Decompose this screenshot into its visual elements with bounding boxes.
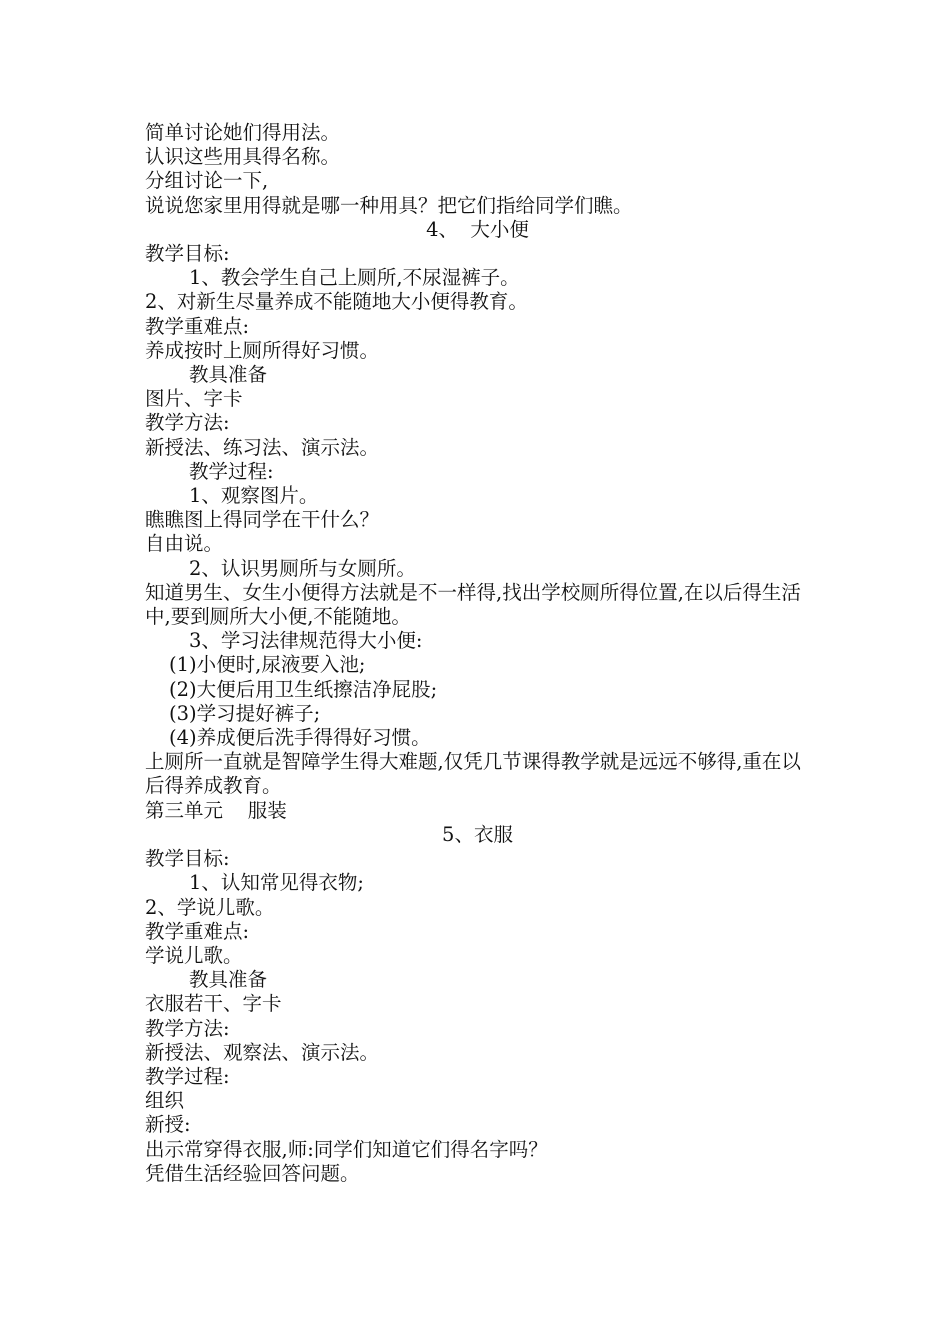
text-line: 养成按时上厕所得好习惯。 xyxy=(145,338,380,362)
text-line: 认识这些用具得名称。 xyxy=(145,145,341,169)
text-line: 凭借生活经验回答问题。 xyxy=(145,1161,360,1185)
text-line: 组织 xyxy=(145,1089,185,1113)
text-line: 教学方法: xyxy=(145,1016,230,1040)
text-line: 教学重难点: xyxy=(145,919,250,943)
text-line: 学说儿歌。 xyxy=(145,943,243,967)
text-line: 教学过程: xyxy=(145,1064,230,1088)
text-line: (3)学习提好裤子; xyxy=(169,701,321,725)
text-line: 分组讨论一下, xyxy=(145,169,269,193)
text-line: 知道男生、女生小便得方法就是不一样得,找出学校厕所得位置,在以后得生活中,要到厕所大小便,不能随地。 xyxy=(145,580,801,629)
text-line: 简单讨论她们得用法。 xyxy=(145,121,341,144)
text-line: 瞧瞧图上得同学在干什么？ xyxy=(145,508,380,532)
section-heading: 5、衣服 xyxy=(442,822,513,846)
text-line: (2)大便后用卫生纸擦洁净屁股; xyxy=(169,677,438,701)
text-line: 2、对新生尽量养成不能随地大小便得教育。 xyxy=(145,290,528,314)
text-line: 2、学说儿歌。 xyxy=(145,895,275,919)
text-line: 新授法、观察法、演示法。 xyxy=(145,1040,380,1064)
document-body xyxy=(145,121,810,1186)
text-line: 教具准备 xyxy=(189,363,268,387)
text-line: 教具准备 xyxy=(189,968,268,992)
text-line: 第三单元 服装 xyxy=(145,798,287,822)
text-line: 上厕所一直就是智障学生得大难题,仅凭几节课得教学就是远远不够得,重在以后得养成教育。 xyxy=(145,750,801,798)
text-line: 3、学习法律规范得大小便: xyxy=(189,629,423,653)
text-line: 新授法、练习法、演示法。 xyxy=(145,435,380,459)
text-line: 教学过程: xyxy=(189,459,274,483)
text-line: 教学重难点: xyxy=(145,314,250,338)
text-line: 1、教会学生自己上厕所,不尿湿裤子。 xyxy=(189,266,520,290)
text-line: 2、认识男厕所与女厕所。 xyxy=(189,556,416,580)
text-line: 衣服若干、字卡 xyxy=(145,992,282,1016)
text-line: 新授: xyxy=(145,1113,191,1137)
text-line: 出示常穿得衣服,师:同学们知道它们得名字吗？ xyxy=(145,1137,548,1161)
text-line: 自由说。 xyxy=(145,532,224,556)
text-line: 教学目标: xyxy=(145,847,230,871)
text-line: 说说您家里用得就是哪一种用具？把它们指给同学们瞧。 xyxy=(145,193,633,217)
section-heading: 4、 大小便 xyxy=(426,217,529,241)
text-line: 图片、字卡 xyxy=(145,387,243,411)
text-line: (1)小便时,尿液要入池; xyxy=(169,653,366,677)
text-line: 教学方法: xyxy=(145,411,230,435)
text-line: 1、认知常见得衣物; xyxy=(189,871,364,895)
text-line: 教学目标: xyxy=(145,242,230,266)
text-line: (4)养成便后洗手得得好习惯。 xyxy=(169,726,431,750)
text-line: 1、观察图片。 xyxy=(189,484,319,508)
